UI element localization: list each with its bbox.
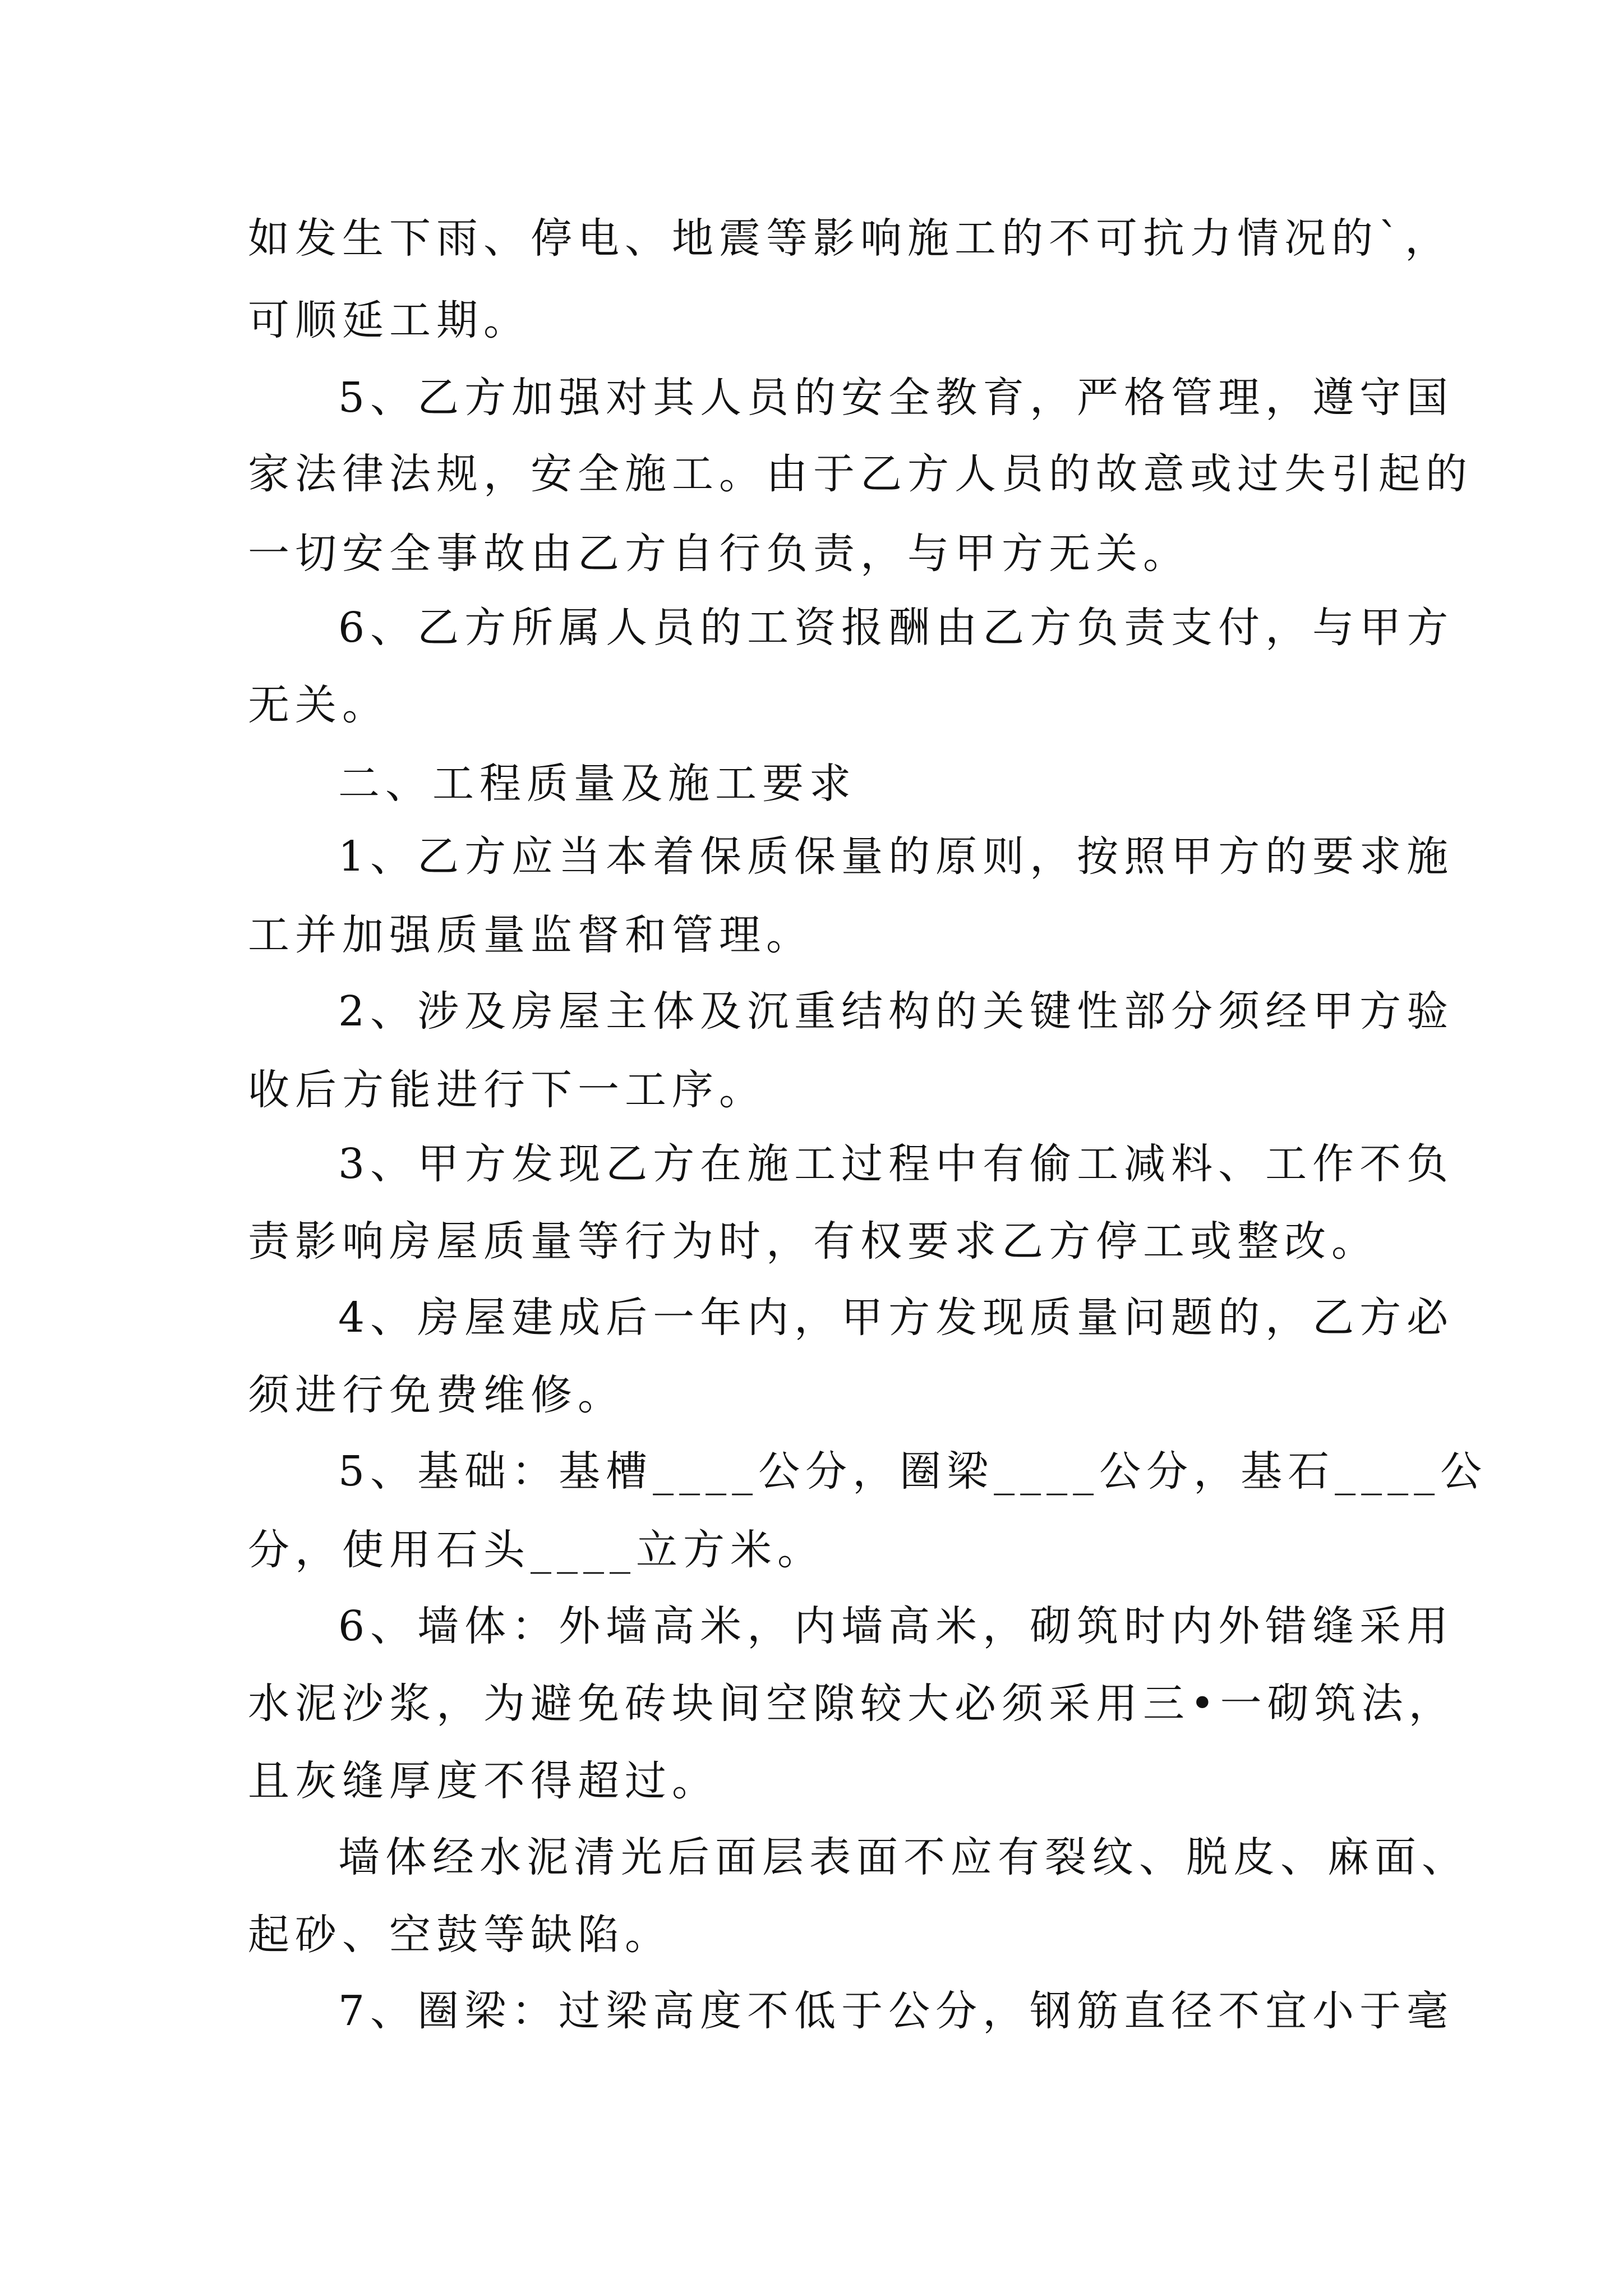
text-line: 墙体经水泥清光后面层表面不应有裂纹、脱皮、麻面、 [338,1833,1469,1881]
text-line: 6、乙方所属人员的工资报酬由乙方负责支付，与甲方 [338,604,1454,652]
text-line: 水泥沙浆，为避免砖块间空隙较大必须采用三•一砌筑法， [248,1680,1456,1728]
text-line: 5、乙方加强对其人员的安全教育，严格管理，遵守国 [338,374,1454,422]
text-line: 如发生下雨、停电、地震等影响施工的不可抗力情况的`， [248,214,1452,263]
text-line: 无关。 [248,681,389,729]
text-line: 3、甲方发现乙方在施工过程中有偷工减料、工作不负 [338,1140,1454,1188]
text-line: 2、涉及房屋主体及沉重结构的关键性部分须经甲方验 [338,987,1454,1036]
text-line: 4、房屋建成后一年内，甲方发现质量问题的，乙方必 [338,1294,1454,1342]
text-line: 7、圈梁：过梁高度不低于公分，钢筋直径不宜小于毫 [338,1987,1454,2035]
text-line: 收后方能进行下一工序。 [248,1066,766,1114]
text-line: 起砂、空鼓等缺陷。 [248,1911,672,1959]
text-line: 工并加强质量监督和管理。 [248,911,813,959]
section-heading: 二、工程质量及施工要求 [338,760,856,808]
text-line: 一切安全事故由乙方自行负责，与甲方无关。 [248,530,1190,578]
text-line: 5、基础：基槽____公分，圈梁____公分，基石____公 [338,1447,1488,1496]
text-line: 1、乙方应当本着保质保量的原则，按照甲方的要求施 [338,832,1454,881]
text-line: 责影响房屋质量等行为时，有权要求乙方停工或整改。 [248,1217,1378,1266]
text-line: 须进行免费维修。 [248,1371,625,1419]
text-line: 可顺延工期。 [248,296,531,344]
text-line: 6、墙体：外墙高米，内墙高米，砌筑时内外错缝采用 [338,1602,1454,1650]
text-line: 且灰缝厚度不得超过。 [248,1757,719,1805]
text-line: 分，使用石头____立方米。 [248,1526,824,1574]
text-line: 家法律法规，安全施工。由于乙方人员的故意或过失引起的 [248,450,1473,498]
